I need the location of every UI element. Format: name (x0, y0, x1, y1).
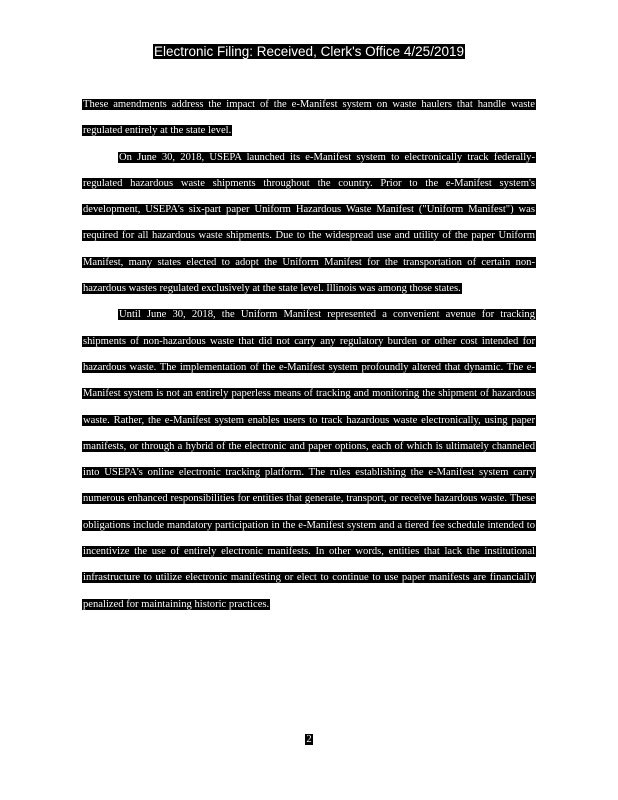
page-number (0, 733, 618, 747)
paragraph-e-manifest-launch (82, 145, 536, 303)
filing-stamp-text: Electronic Filing: Received, Clerk's Office 4/25/2019 (154, 44, 464, 59)
paragraph-e-manifest-launch-text: On June 30, 2018, USEPA launched its e-Manifest system to electronically track federally-regulated hazardous waste shipments throughout the country. Prior to the e-Manifest system's development, USEPA's six-part paper Uniform Hazardous Waste Manifest ("Uniform Manifest") was required for all hazardous waste shipments. Due to the widespread use and utility of the paper Uniform Manifest, many states elected to adopt the Uniform Manifest for the transportation of certain non-hazardous wastes regulated exclusively at the state level. Illinois was among those states. (83, 151, 535, 295)
paragraph-uniform-manifest-text: Until June 30, 2018, the Uniform Manifest represented a convenient avenue for tracking shipments of non-hazardous waste that did not carry any regulatory burden or other cost intended for hazardous waste. The implementation of the e-Manifest system profoundly altered that dynamic. The e-Manifest system is not an entirely paperless means of tracking and monitoring the shipment of hazardous waste. Rather, the e-Manifest system enables users to track hazardous waste electronically, using paper manifests, or through a hybrid of the electronic and paper options, each of which is ultimately channeled into USEPA's online electronic tracking platform. The rules establishing the e-Manifest system carry numerous enhanced responsibilities for entities that generate, transport, or receive hazardous waste. These obligations include mandatory participation in the e-Manifest system and a tiered fee schedule intended to incentivize the use of entirely electronic manifests. In other words, entities that lack the institutional infrastructure to utilize electronic manifesting or elect to continue to use paper manifests are financially penalized for maintaining historic practices. (83, 309, 535, 610)
paragraph-intro-text: These amendments address the impact of the e-Manifest system on waste haulers that handle waste regulated entirely at the state level. (83, 99, 535, 137)
paragraph-uniform-manifest (82, 302, 536, 618)
filing-stamp-header (0, 44, 618, 60)
paragraph-intro (82, 92, 536, 145)
page-number-text: 2 (306, 734, 312, 745)
document-body (82, 92, 536, 618)
